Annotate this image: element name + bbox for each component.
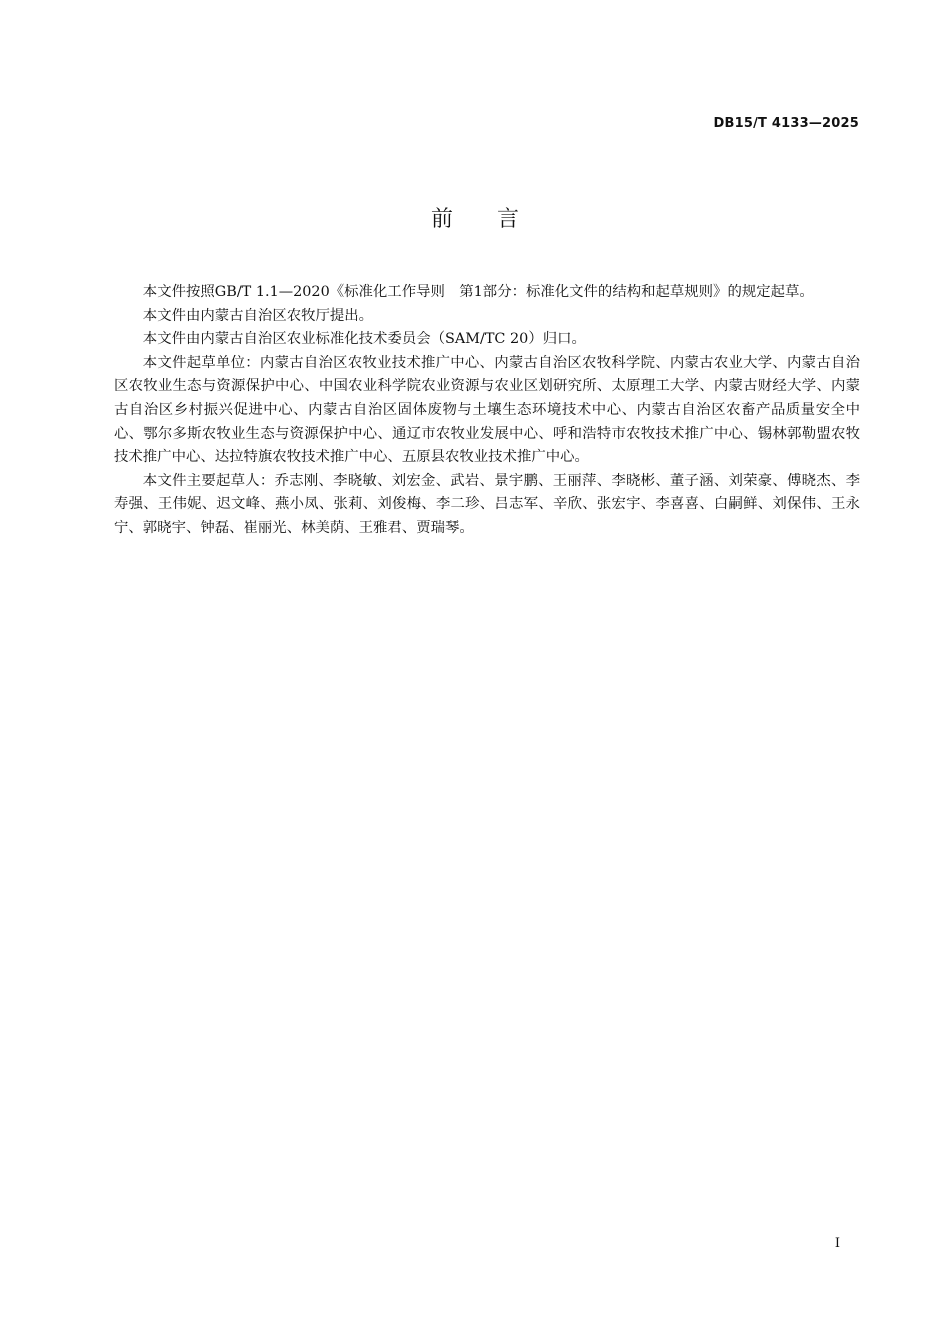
paragraph-drafters: 本文件主要起草人：乔志刚、李晓敏、刘宏金、武岩、景宇鹏、王丽萍、李晓彬、董子涵、刘荣豪、傅晓杰、李寿强、王伟妮、迟文峰、燕小凤、张莉、刘俊梅、李二珍、吕志军、辛欣、张宏宇、李喜喜、白嗣鲜、刘保伟、王永宁、郭晓宇、钟磊、崔丽光、林美荫、王雅君、贾瑞琴。: [114, 472, 860, 536]
page-number: I: [834, 1236, 840, 1251]
paragraph-drafting-rules: 本文件按照GB/T 1.1—2020《标准化工作导则 第1部分：标准化文件的结构和起草规则》的规定起草。: [142, 284, 814, 300]
paragraph-drafting-units: 本文件起草单位：内蒙古自治区农牧业技术推广中心、内蒙古自治区农牧科学院、内蒙古农业大学、内蒙古自治区农牧业生态与资源保护中心、中国农业科学院农业资源与农业区划研究所、太原理工大学、内蒙古财经大学、内蒙古自治区乡村振兴促进中心、内蒙古自治区固体废物与土壤生态环境技术中心、内蒙古自治区农畜产品质量安全中心、鄂尔多斯农牧业生态与资源保护中心、通辽市农牧业发展中心、呼和浩特市农牧技术推广中心、锡林郭勒盟农牧技术推广中心、达拉特旗农牧技术推广中心、五原县农牧业技术推广中心。: [114, 354, 860, 466]
foreword-body: [114, 281, 860, 541]
paragraph-proposer: 本文件由内蒙古自治区农牧厅提出。: [142, 307, 374, 324]
document-code: DB15/T 4133—2025: [713, 116, 859, 131]
paragraph-technical-committee: 本文件由内蒙古自治区农业标准化技术委员会（SAM/TC 20）归口。: [142, 331, 586, 348]
page-title: 前言: [430, 207, 563, 232]
